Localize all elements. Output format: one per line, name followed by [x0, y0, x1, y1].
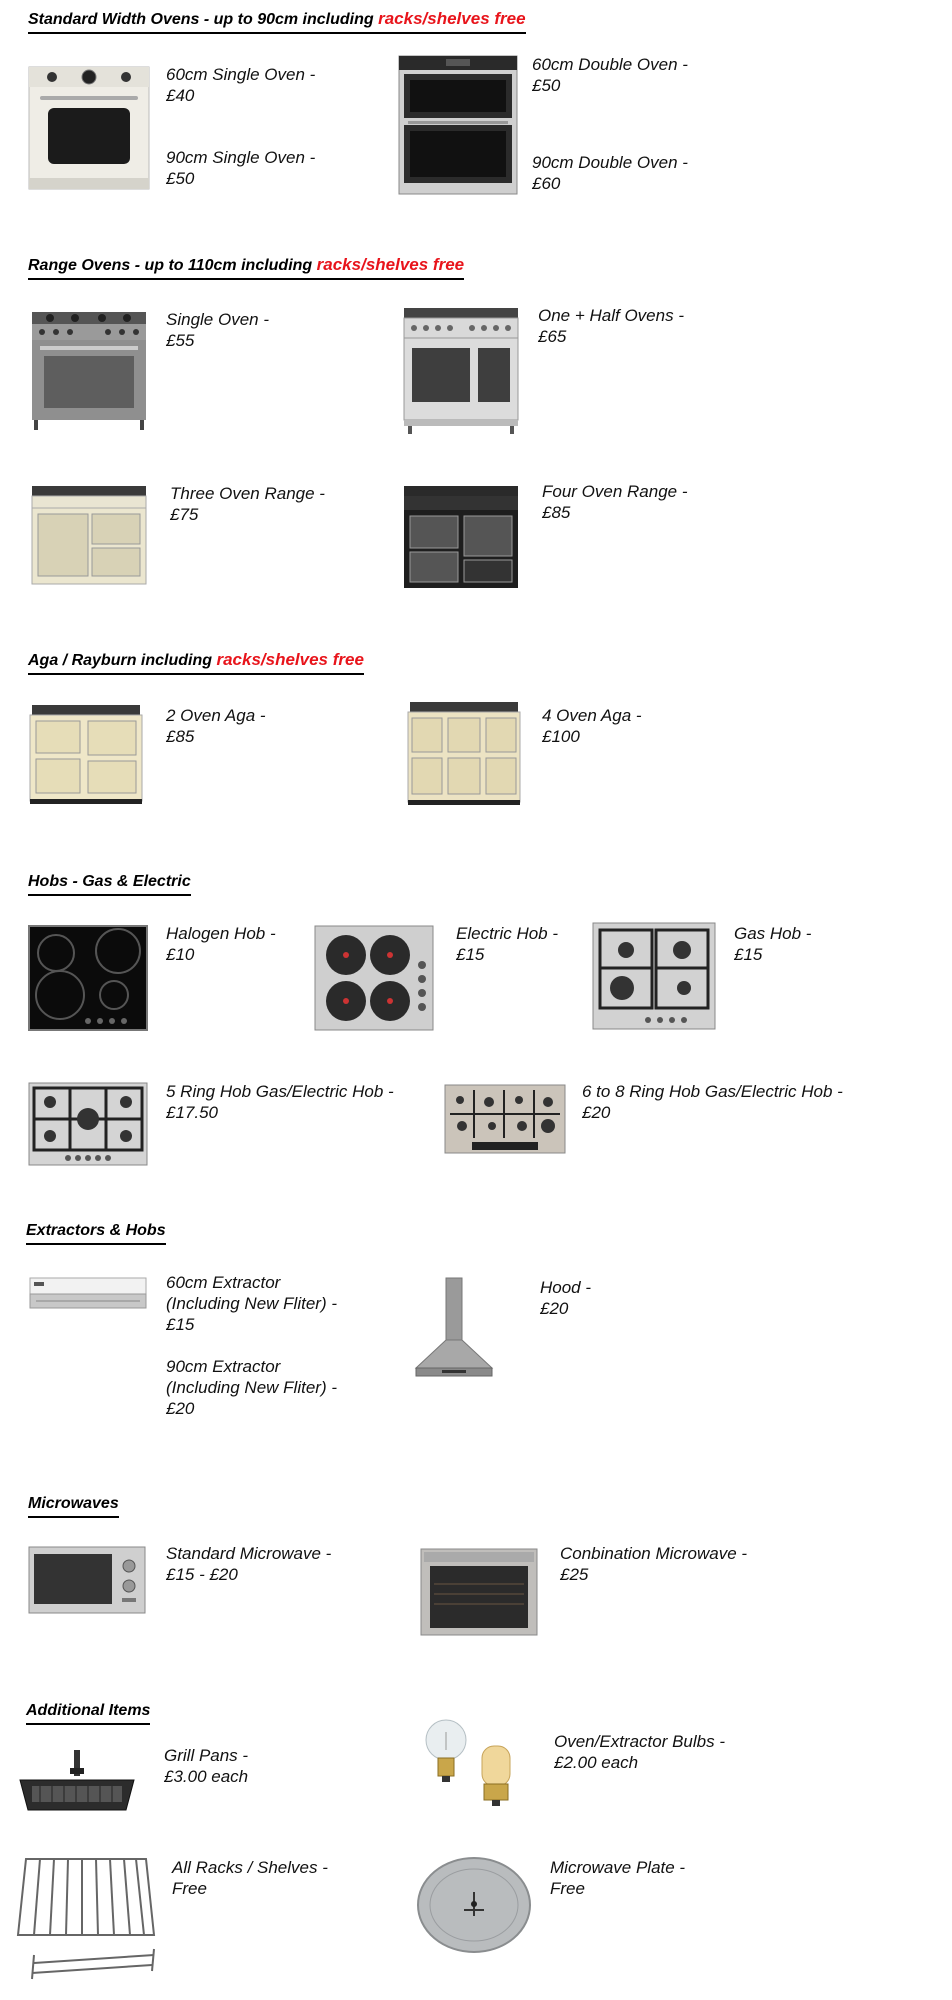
heading-text: Microwaves: [28, 1495, 119, 1512]
item-price: £55: [166, 331, 195, 350]
hood-image: [412, 1276, 496, 1380]
item-range-single-oven: [166, 309, 269, 351]
item-price: £15: [166, 1315, 195, 1334]
section-heading-extractors: [26, 1221, 166, 1245]
bulb-image: [420, 1718, 528, 1812]
section-heading-hobs: [28, 872, 191, 896]
item-name: 60cm Extractor: [166, 1273, 281, 1292]
item-combination-microwave: [560, 1543, 747, 1585]
item-price: £10: [166, 945, 195, 964]
item-name: Four Oven Range -: [542, 482, 688, 501]
item-price: £85: [166, 727, 195, 746]
item-price: £50: [166, 169, 195, 188]
range-oven-image: [402, 306, 520, 434]
item-name: One + Half Ovens -: [538, 306, 684, 325]
item-name: Hood -: [540, 1278, 592, 1297]
item-6-to-8-ring-hob: [582, 1081, 843, 1123]
item-60cm-double-oven: [532, 54, 688, 96]
item-name: Grill Pans -: [164, 1746, 249, 1765]
item-60cm-extractor: [166, 1272, 337, 1335]
item-name: Microwave Plate -: [550, 1858, 686, 1877]
item-price: £2.00 each: [554, 1753, 639, 1772]
heading-text: Hobs - Gas & Electric: [28, 873, 191, 890]
item-detail: (Including New Fliter) -: [166, 1294, 337, 1313]
range-oven-image: [30, 310, 148, 432]
item-price: £15: [456, 945, 485, 964]
hob-image: [444, 1084, 566, 1154]
item-standard-microwave: [166, 1543, 331, 1585]
rack-image: [14, 1855, 158, 1991]
item-4-oven-aga: [542, 705, 642, 747]
item-price: £20: [166, 1399, 195, 1418]
double-oven-image: [398, 55, 518, 195]
item-microwave-plate: [550, 1857, 685, 1899]
hob-image: [28, 1082, 148, 1166]
item-name: 5 Ring Hob Gas/Electric Hob -: [166, 1082, 394, 1101]
section-heading-additional: [26, 1701, 150, 1725]
item-price: £17.50: [166, 1103, 218, 1122]
hob-image: [314, 925, 434, 1031]
item-price: Free: [172, 1879, 207, 1898]
heading-highlight: racks/shelves free: [316, 255, 465, 274]
item-oven-extractor-bulbs: [554, 1731, 725, 1773]
item-price: £100: [542, 727, 580, 746]
item-price: £75: [170, 505, 199, 524]
item-name: 90cm Extractor: [166, 1357, 281, 1376]
item-hood: [540, 1277, 591, 1319]
item-price: £3.00 each: [164, 1767, 249, 1786]
hob-image: [28, 925, 148, 1031]
item-name: 60cm Double Oven -: [532, 55, 688, 74]
range-oven-image: [30, 484, 148, 588]
heading-highlight: racks/shelves free: [216, 650, 364, 669]
section-heading-range-ovens: [28, 255, 464, 280]
heading-text: Additional Items: [26, 1702, 151, 1719]
heading-text: Standard Width Ovens - up to 90cm including: [28, 11, 374, 28]
heading-text: Range Ovens - up to 110cm including: [28, 257, 313, 274]
microwave-image: [420, 1548, 538, 1636]
item-name: Standard Microwave -: [166, 1544, 332, 1563]
item-name: 6 to 8 Ring Hob Gas/Electric Hob -: [582, 1082, 843, 1101]
item-electric-hob: [456, 923, 558, 965]
item-grill-pans: [164, 1745, 248, 1787]
item-price: £60: [532, 174, 561, 193]
item-90cm-single-oven: [166, 147, 315, 189]
item-price: £25: [560, 1565, 589, 1584]
heading-text: Extractors & Hobs: [26, 1222, 166, 1239]
aga-image: [406, 700, 522, 806]
item-name: Gas Hob -: [734, 924, 812, 943]
item-name: 2 Oven Aga -: [166, 706, 266, 725]
microwave-plate-image: [416, 1856, 532, 1954]
item-range-one-half-ovens: [538, 305, 684, 347]
item-price: £20: [540, 1299, 569, 1318]
item-name: 60cm Single Oven -: [166, 65, 316, 84]
aga-image: [28, 703, 144, 805]
item-name: Halogen Hob -: [166, 924, 276, 943]
item-four-oven-range: [542, 481, 688, 523]
item-name: Electric Hob -: [456, 924, 559, 943]
item-three-oven-range: [170, 483, 325, 525]
item-detail: (Including New Fliter) -: [166, 1378, 337, 1397]
item-all-racks-shelves: [172, 1857, 328, 1899]
item-halogen-hob: [166, 923, 276, 965]
item-5-ring-hob: [166, 1081, 394, 1123]
item-90cm-extractor: [166, 1356, 337, 1419]
item-name: Conbination Microwave -: [560, 1544, 748, 1563]
heading-text: Aga / Rayburn including: [28, 652, 213, 669]
heading-highlight: racks/shelves free: [378, 9, 526, 28]
item-price: £20: [582, 1103, 611, 1122]
item-name: Single Oven -: [166, 310, 269, 329]
item-name: Oven/Extractor Bulbs -: [554, 1732, 726, 1751]
item-price: £50: [532, 76, 561, 95]
item-price: £15 - £20: [166, 1565, 238, 1584]
item-name: All Racks / Shelves -: [172, 1858, 328, 1877]
microwave-image: [28, 1546, 146, 1614]
section-heading-standard-ovens: [28, 9, 526, 34]
single-oven-image: [28, 66, 150, 190]
item-name: Three Oven Range -: [170, 484, 325, 503]
range-oven-image: [402, 484, 520, 592]
item-name: 90cm Double Oven -: [532, 153, 688, 172]
item-price: £85: [542, 503, 571, 522]
item-price: £65: [538, 327, 567, 346]
item-60cm-single-oven: [166, 64, 315, 106]
item-gas-hob: [734, 923, 811, 965]
item-name: 90cm Single Oven -: [166, 148, 316, 167]
item-name: 4 Oven Aga -: [542, 706, 642, 725]
item-2-oven-aga: [166, 705, 266, 747]
item-price: £40: [166, 86, 195, 105]
section-heading-aga: [28, 650, 364, 675]
item-price: Free: [550, 1879, 585, 1898]
extractor-image: [28, 1274, 148, 1314]
section-heading-microwaves: [28, 1494, 119, 1518]
hob-image: [592, 922, 716, 1030]
item-90cm-double-oven: [532, 152, 688, 194]
grill-pan-image: [16, 1748, 138, 1818]
item-price: £15: [734, 945, 763, 964]
